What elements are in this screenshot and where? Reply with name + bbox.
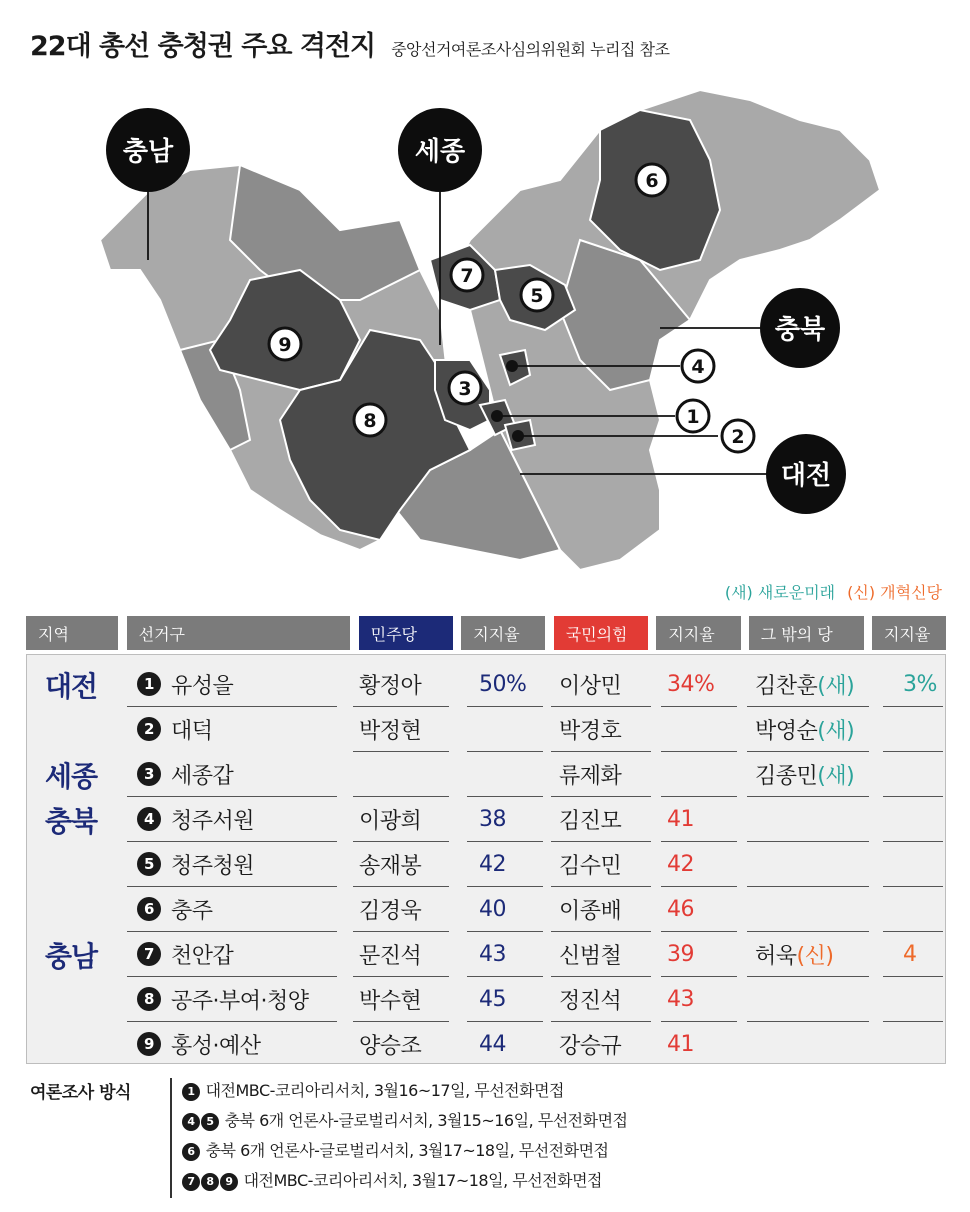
marker-2 bbox=[722, 420, 754, 452]
method-text: 충북 6개 언론사-글로벌리서치, 3월15~16일, 무선전화면접 bbox=[220, 1111, 628, 1130]
svg-text:세종: 세종 bbox=[414, 137, 466, 167]
dem-pct: 43 bbox=[479, 941, 506, 967]
svg-text:충남: 충남 bbox=[122, 137, 174, 167]
method-number: 6 bbox=[182, 1143, 200, 1161]
table-row bbox=[27, 661, 945, 707]
dem-candidate: 양승조 bbox=[359, 1033, 422, 1059]
region-label-chungbuk bbox=[760, 288, 840, 368]
dem-pct: 50% bbox=[479, 671, 527, 697]
district-number: 9 bbox=[137, 1032, 161, 1056]
ppp-pct: 34% bbox=[667, 671, 715, 697]
dot-4 bbox=[506, 360, 518, 372]
other-pct: 4 bbox=[903, 941, 917, 967]
ppp-candidate: 신범철 bbox=[559, 943, 622, 969]
ppp-candidate: 김수민 bbox=[559, 853, 622, 879]
svg-text:1: 1 bbox=[686, 406, 700, 428]
district-cell bbox=[137, 841, 254, 887]
legend bbox=[725, 580, 942, 603]
district-cell bbox=[137, 1021, 261, 1067]
header-ppp-pct: 지지율 bbox=[656, 616, 740, 650]
poll-table-header bbox=[26, 616, 946, 650]
header bbox=[30, 24, 669, 64]
other-name: 박영순 bbox=[755, 718, 818, 744]
svg-text:6: 6 bbox=[645, 170, 659, 192]
dem-candidate: 박정현 bbox=[359, 718, 422, 744]
district-name: 세종갑 bbox=[171, 763, 234, 789]
other-candidate bbox=[755, 751, 854, 797]
district-number: 5 bbox=[137, 852, 161, 876]
district-cell bbox=[137, 661, 233, 707]
svg-text:9: 9 bbox=[278, 334, 292, 356]
district-number: 8 bbox=[137, 987, 161, 1011]
marker-5 bbox=[521, 279, 553, 311]
ppp-candidate: 박경호 bbox=[559, 718, 622, 744]
region-label-daejeon bbox=[766, 434, 846, 514]
method-item bbox=[182, 1138, 627, 1168]
table-row bbox=[27, 976, 945, 1022]
table-row bbox=[27, 841, 945, 887]
region-map bbox=[0, 70, 970, 615]
method-number: 7 bbox=[182, 1173, 200, 1191]
other-party-tag: (새) bbox=[817, 718, 855, 744]
table-row bbox=[27, 706, 945, 752]
svg-text:2: 2 bbox=[731, 426, 745, 448]
district-cell bbox=[137, 796, 254, 842]
marker-8 bbox=[354, 404, 386, 436]
poll-table-body bbox=[26, 654, 946, 1064]
svg-text:4: 4 bbox=[691, 356, 705, 378]
marker-3 bbox=[449, 372, 481, 404]
method-text: 대전MBC-코리아리서치, 3월17~18일, 무선전화면접 bbox=[239, 1171, 602, 1190]
ppp-candidate: 이상민 bbox=[559, 673, 622, 699]
other-candidate bbox=[755, 706, 854, 752]
ppp-pct: 39 bbox=[667, 941, 694, 967]
table-row bbox=[27, 931, 945, 977]
method-text: 충북 6개 언론사-글로벌리서치, 3월17~18일, 무선전화면접 bbox=[201, 1141, 609, 1160]
ppp-pct: 42 bbox=[667, 851, 694, 877]
district-number: 1 bbox=[137, 672, 161, 696]
table-row bbox=[27, 751, 945, 797]
other-candidate bbox=[755, 931, 833, 977]
region-label: 충남 bbox=[45, 940, 98, 973]
district-name: 공주·부여·청양 bbox=[171, 988, 309, 1014]
dem-candidate: 박수현 bbox=[359, 988, 422, 1014]
dem-pct: 40 bbox=[479, 896, 506, 922]
methods-label: 여론조사 방식 bbox=[30, 1083, 131, 1103]
district-name: 청주청원 bbox=[171, 853, 255, 879]
marker-4 bbox=[682, 350, 714, 382]
svg-text:8: 8 bbox=[363, 410, 377, 432]
legend-reform: (신) 개혁신당 bbox=[847, 583, 942, 602]
svg-text:3: 3 bbox=[458, 378, 472, 400]
header-district: 선거구 bbox=[127, 616, 351, 650]
dem-pct: 38 bbox=[479, 806, 506, 832]
svg-text:충북: 충북 bbox=[774, 315, 826, 345]
district-name: 충주 bbox=[171, 898, 213, 924]
map-svg bbox=[0, 70, 970, 615]
region-label: 충북 bbox=[45, 805, 98, 838]
header-dem: 민주당 bbox=[359, 616, 453, 650]
marker-9 bbox=[269, 328, 301, 360]
district-name: 대덕 bbox=[171, 718, 213, 744]
header-region: 지역 bbox=[26, 616, 118, 650]
dem-pct: 42 bbox=[479, 851, 506, 877]
page-subtitle: 중앙선거여론조사심의위원회 누리집 참조 bbox=[391, 40, 670, 59]
ppp-pct: 41 bbox=[667, 1031, 694, 1057]
method-item bbox=[182, 1168, 627, 1198]
other-name: 허욱 bbox=[755, 943, 797, 969]
dem-pct: 44 bbox=[479, 1031, 506, 1057]
method-item bbox=[182, 1108, 627, 1138]
header-ppp: 국민의힘 bbox=[554, 616, 648, 650]
region-label-chungnam bbox=[106, 108, 190, 192]
district-cell bbox=[137, 976, 309, 1022]
dot-1 bbox=[491, 410, 503, 422]
method-number: 1 bbox=[182, 1083, 200, 1101]
table-row bbox=[27, 886, 945, 932]
district-name: 홍성·예산 bbox=[171, 1033, 261, 1059]
district-number: 6 bbox=[137, 897, 161, 921]
ppp-candidate: 김진모 bbox=[559, 808, 622, 834]
method-number: 4 bbox=[182, 1113, 200, 1131]
district-name: 청주서원 bbox=[171, 808, 255, 834]
district-number: 2 bbox=[137, 717, 161, 741]
method-number: 5 bbox=[201, 1113, 219, 1131]
svg-text:5: 5 bbox=[530, 285, 544, 307]
dem-candidate: 이광희 bbox=[359, 808, 422, 834]
region-label: 대전 bbox=[45, 670, 98, 703]
other-party-tag: (신) bbox=[796, 943, 834, 969]
district-cell bbox=[137, 706, 213, 752]
page-title: 22대 총선 충청권 주요 격전지 bbox=[30, 31, 376, 62]
svg-text:대전: 대전 bbox=[780, 461, 832, 491]
other-candidate bbox=[755, 661, 854, 707]
ppp-pct: 41 bbox=[667, 806, 694, 832]
district-cell bbox=[137, 886, 213, 932]
marker-7 bbox=[451, 259, 483, 291]
methods-list bbox=[170, 1078, 627, 1198]
other-party-tag: (새) bbox=[817, 673, 855, 699]
method-item bbox=[182, 1078, 627, 1108]
header-dem-pct: 지지율 bbox=[461, 616, 545, 650]
dem-candidate: 송재봉 bbox=[359, 853, 422, 879]
ppp-candidate: 류제화 bbox=[559, 763, 622, 789]
district-cell bbox=[137, 931, 233, 977]
region-label: 세종 bbox=[45, 760, 98, 793]
dem-candidate: 황정아 bbox=[359, 673, 422, 699]
svg-text:7: 7 bbox=[460, 265, 474, 287]
district-name: 유성을 bbox=[171, 673, 234, 699]
dot-2 bbox=[512, 430, 524, 442]
ppp-candidate: 강승규 bbox=[559, 1033, 622, 1059]
marker-6 bbox=[636, 164, 668, 196]
other-name: 김찬훈 bbox=[755, 673, 818, 699]
legend-new-future: (새) 새로운미래 bbox=[724, 583, 836, 602]
table-row bbox=[27, 796, 945, 842]
method-number: 8 bbox=[201, 1173, 219, 1191]
district-number: 7 bbox=[137, 942, 161, 966]
header-other: 그 밖의 당 bbox=[749, 616, 864, 650]
table-row bbox=[27, 1021, 945, 1067]
other-party-tag: (새) bbox=[817, 763, 855, 789]
method-number: 9 bbox=[220, 1173, 238, 1191]
header-other-pct: 지지율 bbox=[872, 616, 946, 650]
dem-pct: 45 bbox=[479, 986, 506, 1012]
district-number: 4 bbox=[137, 807, 161, 831]
ppp-candidate: 정진석 bbox=[559, 988, 622, 1014]
ppp-candidate: 이종배 bbox=[559, 898, 622, 924]
ppp-pct: 43 bbox=[667, 986, 694, 1012]
district-number: 3 bbox=[137, 762, 161, 786]
dem-candidate: 문진석 bbox=[359, 943, 422, 969]
dem-candidate: 김경욱 bbox=[359, 898, 422, 924]
region-label-sejong bbox=[398, 108, 482, 192]
other-name: 김종민 bbox=[755, 763, 818, 789]
method-text: 대전MBC-코리아리서치, 3월16~17일, 무선전화면접 bbox=[201, 1081, 564, 1100]
other-pct: 3% bbox=[903, 671, 937, 697]
marker-1 bbox=[677, 400, 709, 432]
ppp-pct: 46 bbox=[667, 896, 694, 922]
district-name: 천안갑 bbox=[171, 943, 234, 969]
district-cell bbox=[137, 751, 233, 797]
